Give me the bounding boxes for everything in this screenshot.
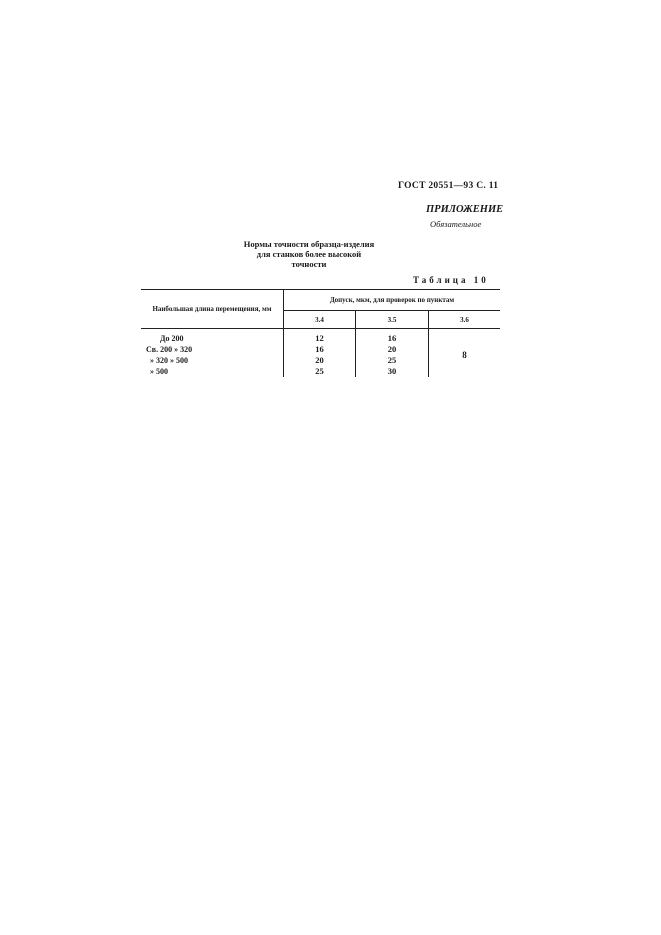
document-title xyxy=(229,239,389,269)
table-row xyxy=(141,329,500,345)
column-header-length: Наибольшая длина перемещения, мм xyxy=(141,290,284,329)
appendix-status: Обязательное xyxy=(430,219,482,229)
tolerance-table xyxy=(141,289,500,377)
cell-tolerance-3-5: 30 xyxy=(356,366,429,377)
cell-tolerance-3-5: 16 xyxy=(356,329,429,345)
cell-length: Св. 200 » 320 xyxy=(141,344,284,355)
cell-tolerance-3-4: 20 xyxy=(284,355,356,366)
document-title-line-1: Нормы точности образца-изделия xyxy=(243,239,375,249)
column-header-3-6: 3.6 xyxy=(429,311,501,329)
table-label: Таблица 10 xyxy=(413,275,489,285)
document-title-line-3: точности xyxy=(291,259,327,269)
column-header-3-4: 3.4 xyxy=(284,311,356,329)
cell-tolerance-3-4: 25 xyxy=(284,366,356,377)
cell-length: » 500 xyxy=(141,366,284,377)
page-header-standard: ГОСТ 20551—93 С. 11 xyxy=(398,181,499,191)
document-title-line-2: для станков более высокой xyxy=(256,249,362,259)
cell-length: » 320 » 500 xyxy=(141,355,284,366)
cell-tolerance-3-4: 12 xyxy=(284,329,356,345)
cell-tolerance-3-5: 25 xyxy=(356,355,429,366)
table-header-row xyxy=(141,290,500,311)
cell-tolerance-3-4: 16 xyxy=(284,344,356,355)
cell-length: До 200 xyxy=(141,329,284,345)
column-group-header-tolerance: Допуск, мкм, для проверок по пунктам xyxy=(284,290,501,311)
column-header-3-5: 3.5 xyxy=(356,311,429,329)
cell-tolerance-3-6: 8 xyxy=(462,350,467,360)
appendix-title: ПРИЛОЖЕНИЕ xyxy=(426,204,504,215)
cell-tolerance-3-5: 20 xyxy=(356,344,429,355)
